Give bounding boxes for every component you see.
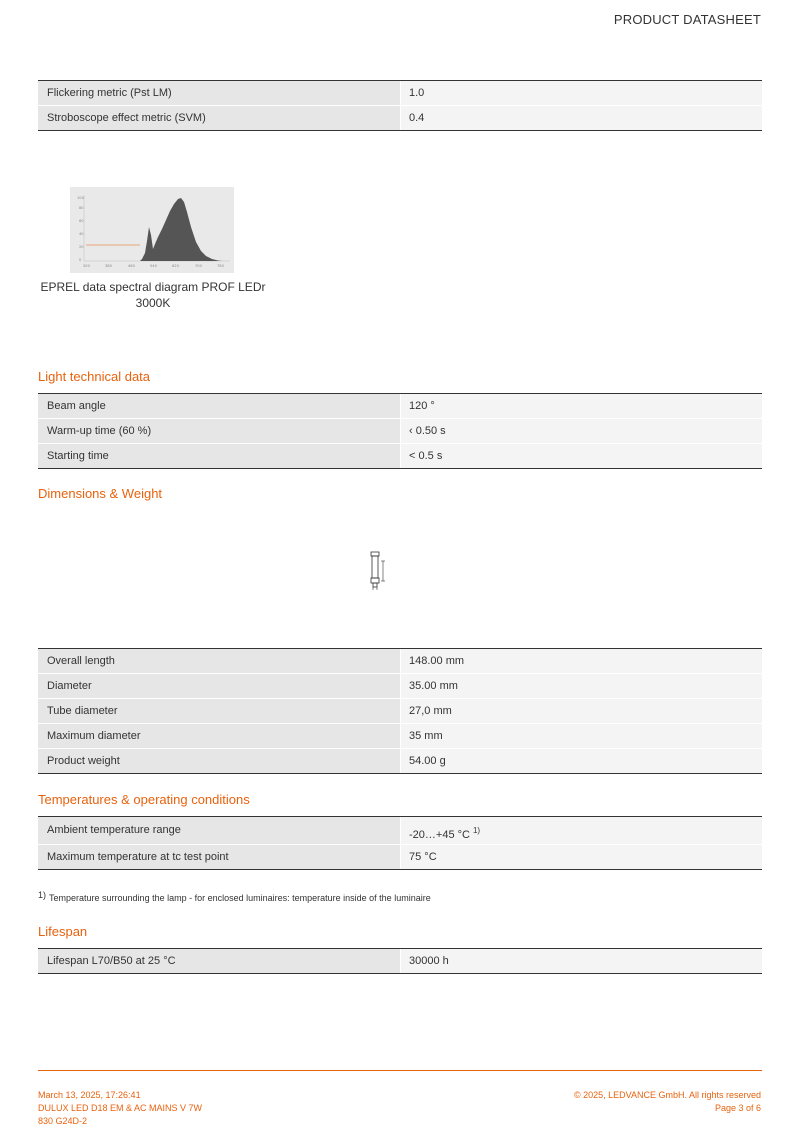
row-value: < 0.5 s bbox=[400, 444, 762, 468]
row-value-text: -20…+45 °C bbox=[409, 829, 470, 841]
row-label: Starting time bbox=[38, 444, 400, 468]
x-tick: 540 bbox=[150, 264, 157, 268]
y-tick: 80 bbox=[79, 206, 84, 210]
table-row bbox=[38, 673, 762, 698]
row-label: Ambient temperature range bbox=[38, 817, 400, 844]
table-row bbox=[38, 105, 762, 130]
table-row bbox=[38, 817, 762, 844]
row-label: Lifespan L70/B50 at 25 °C bbox=[38, 949, 400, 973]
row-value: 0.4 bbox=[400, 106, 762, 130]
section-title-dimensions: Dimensions & Weight bbox=[38, 486, 163, 501]
lamp-dimension-drawing bbox=[366, 551, 388, 591]
row-value bbox=[400, 817, 762, 844]
x-tick: 460 bbox=[128, 264, 135, 268]
table-row bbox=[38, 394, 762, 418]
row-label: Flickering metric (Pst LM) bbox=[38, 81, 400, 105]
footer-page-number: Page 3 of 6 bbox=[714, 1103, 761, 1113]
row-label: Tube diameter bbox=[38, 699, 400, 723]
spectral-diagram bbox=[70, 187, 234, 273]
table-row bbox=[38, 443, 762, 468]
row-label: Product weight bbox=[38, 749, 400, 773]
spectral-caption: EPREL data spectral diagram PROF LEDr 3000K bbox=[40, 280, 266, 310]
table-row bbox=[38, 81, 762, 105]
row-value: ‹ 0.50 s bbox=[400, 419, 762, 443]
x-tick: 700 bbox=[195, 264, 202, 268]
row-value: 120 ° bbox=[400, 394, 762, 418]
x-tick: 380 bbox=[105, 264, 112, 268]
footer-left bbox=[38, 1089, 202, 1128]
row-label: Warm-up time (60 %) bbox=[38, 419, 400, 443]
row-label: Diameter bbox=[38, 674, 400, 698]
y-tick: 20 bbox=[79, 245, 84, 249]
light-table bbox=[38, 393, 762, 469]
table-row bbox=[38, 748, 762, 773]
row-label: Beam angle bbox=[38, 394, 400, 418]
y-tick: 60 bbox=[79, 219, 84, 223]
section-title-temperatures: Temperatures & operating conditions bbox=[38, 792, 250, 807]
footnote-text: Temperature surrounding the lamp - for enclosed luminaires: temperature inside of the luminaire bbox=[49, 893, 431, 903]
row-value: 148.00 mm bbox=[400, 649, 762, 673]
row-value: 35 mm bbox=[400, 724, 762, 748]
footer-divider bbox=[38, 1070, 762, 1071]
x-tick: 620 bbox=[172, 264, 179, 268]
section-title-lifespan: Lifespan bbox=[38, 924, 88, 939]
footer-copyright: © 2025, LEDVANCE GmbH. All rights reserved bbox=[573, 1090, 761, 1100]
table-row bbox=[38, 723, 762, 748]
footer-product-line1: DULUX LED D18 EM & AC MAINS V 7W bbox=[38, 1103, 203, 1113]
row-value: 75 °C bbox=[400, 845, 762, 869]
y-tick: 0 bbox=[79, 258, 82, 262]
footer-product-line2: 830 G24D-2 bbox=[38, 1116, 88, 1126]
row-label: Stroboscope effect metric (SVM) bbox=[38, 106, 400, 130]
footnote bbox=[38, 890, 431, 903]
flicker-table bbox=[38, 80, 762, 131]
row-value: 30000 h bbox=[400, 949, 762, 973]
footer-right bbox=[574, 1089, 761, 1115]
section-title-light: Light technical data bbox=[38, 369, 151, 384]
y-tick: 100 bbox=[77, 196, 84, 200]
row-label: Overall length bbox=[38, 649, 400, 673]
table-row bbox=[38, 949, 762, 973]
row-value: 27,0 mm bbox=[400, 699, 762, 723]
footnote-mark: 1) bbox=[38, 890, 47, 900]
x-tick: 780 bbox=[217, 264, 224, 268]
row-label: Maximum temperature at tc test point bbox=[38, 845, 400, 869]
table-row bbox=[38, 844, 762, 869]
row-value: 54.00 g bbox=[400, 749, 762, 773]
row-label: Maximum diameter bbox=[38, 724, 400, 748]
lifespan-table bbox=[38, 948, 762, 974]
temperatures-table bbox=[38, 816, 762, 870]
dimensions-table bbox=[38, 648, 762, 774]
table-row bbox=[38, 649, 762, 673]
y-tick: 40 bbox=[79, 232, 84, 236]
footnote-ref: 1) bbox=[472, 826, 481, 835]
footer-date: March 13, 2025, 17:26:41 bbox=[38, 1090, 141, 1100]
table-row bbox=[38, 418, 762, 443]
row-value: 35.00 mm bbox=[400, 674, 762, 698]
row-value: 1.0 bbox=[400, 81, 762, 105]
table-row bbox=[38, 698, 762, 723]
page-header-title: PRODUCT DATASHEET bbox=[613, 12, 761, 27]
x-tick: 300 bbox=[83, 264, 90, 268]
